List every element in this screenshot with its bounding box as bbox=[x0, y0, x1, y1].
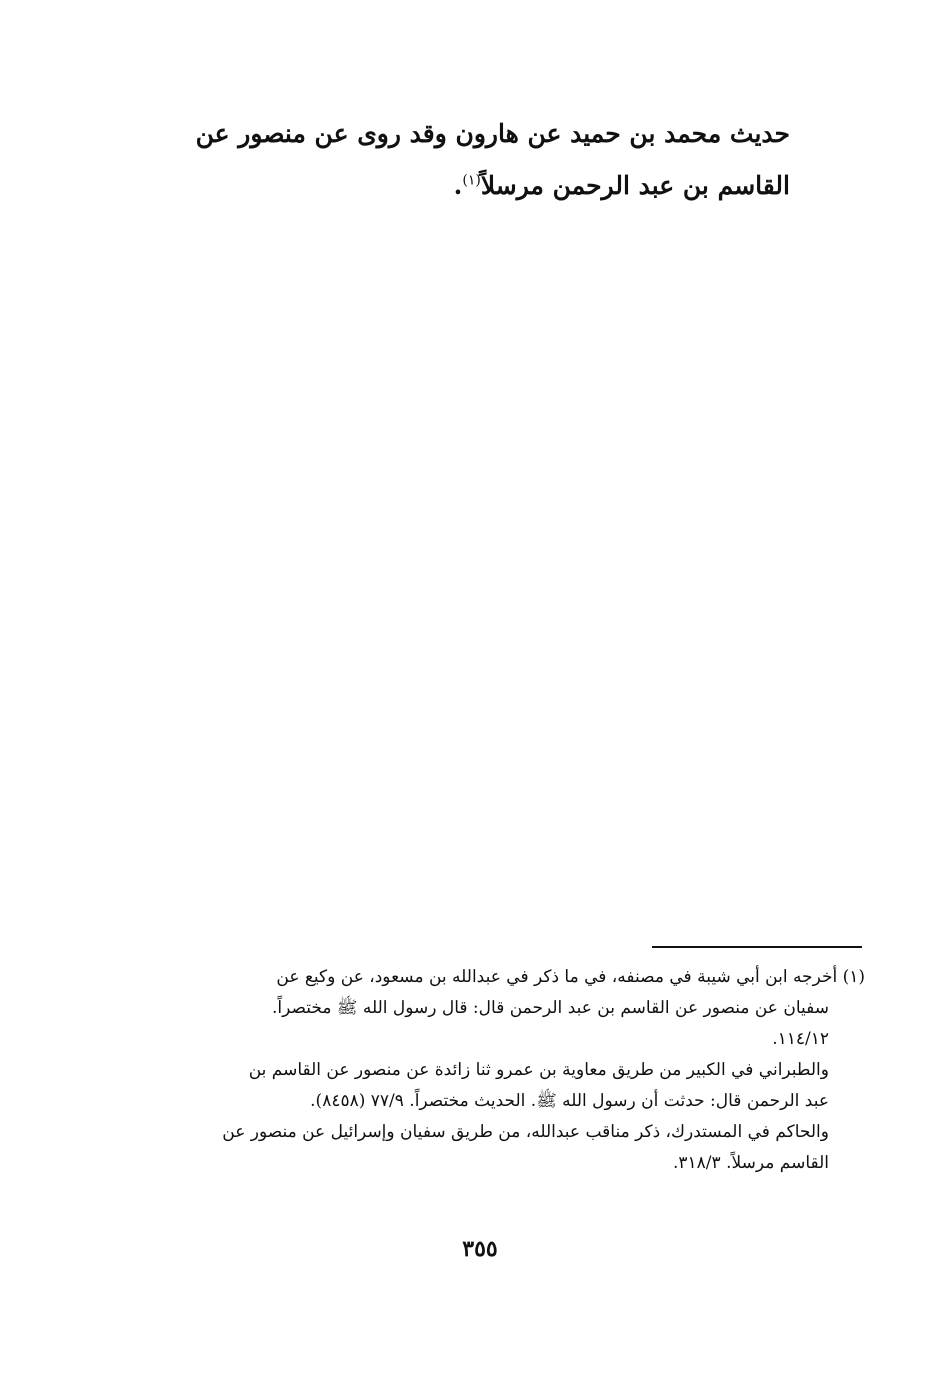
main-text-period: . bbox=[453, 171, 463, 200]
footnote-reference: (١) bbox=[462, 172, 481, 189]
footnote-divider bbox=[652, 946, 862, 948]
main-text-line bbox=[160, 160, 790, 212]
footnote-line: عبد الرحمن قال: حدثت أن رسول الله ﷺ. الحديث مختصراً. ٧٧/٩ (٨٤٥٨). bbox=[310, 1091, 829, 1111]
footnote-line: والطبراني في الكبير من طريق معاوية بن عمرو ثنا زائدة عن منصور عن القاسم بن bbox=[248, 1060, 829, 1080]
footnote-line: القاسم مرسلاً. ٣١٨/٣. bbox=[673, 1153, 829, 1173]
footnote-line: سفيان عن منصور عن القاسم بن عبد الرحمن قال: قال رسول الله ﷺ مختصراً. bbox=[272, 998, 829, 1018]
main-text-segment: القاسم بن عبد الرحمن مرسلاً bbox=[480, 171, 790, 200]
main-text-line: حديث محمد بن حميد عن هارون وقد روى عن منصور عن bbox=[195, 119, 790, 148]
footnotes-block bbox=[160, 962, 865, 1179]
footnote-line: (١) أخرجه ابن أبي شيبة في مصنفه، في ما ذكر في عبدالله بن مسعود، عن وكيع عن bbox=[276, 967, 865, 987]
page-number: ٣٥٥ bbox=[462, 1236, 498, 1262]
main-text-block bbox=[160, 108, 790, 212]
footnote-line: والحاكم في المستدرك، ذكر مناقب عبدالله، من طريق سفيان وإسرائيل عن منصور عن bbox=[222, 1122, 829, 1142]
footnote-line: ١١٤/١٢. bbox=[772, 1029, 829, 1049]
